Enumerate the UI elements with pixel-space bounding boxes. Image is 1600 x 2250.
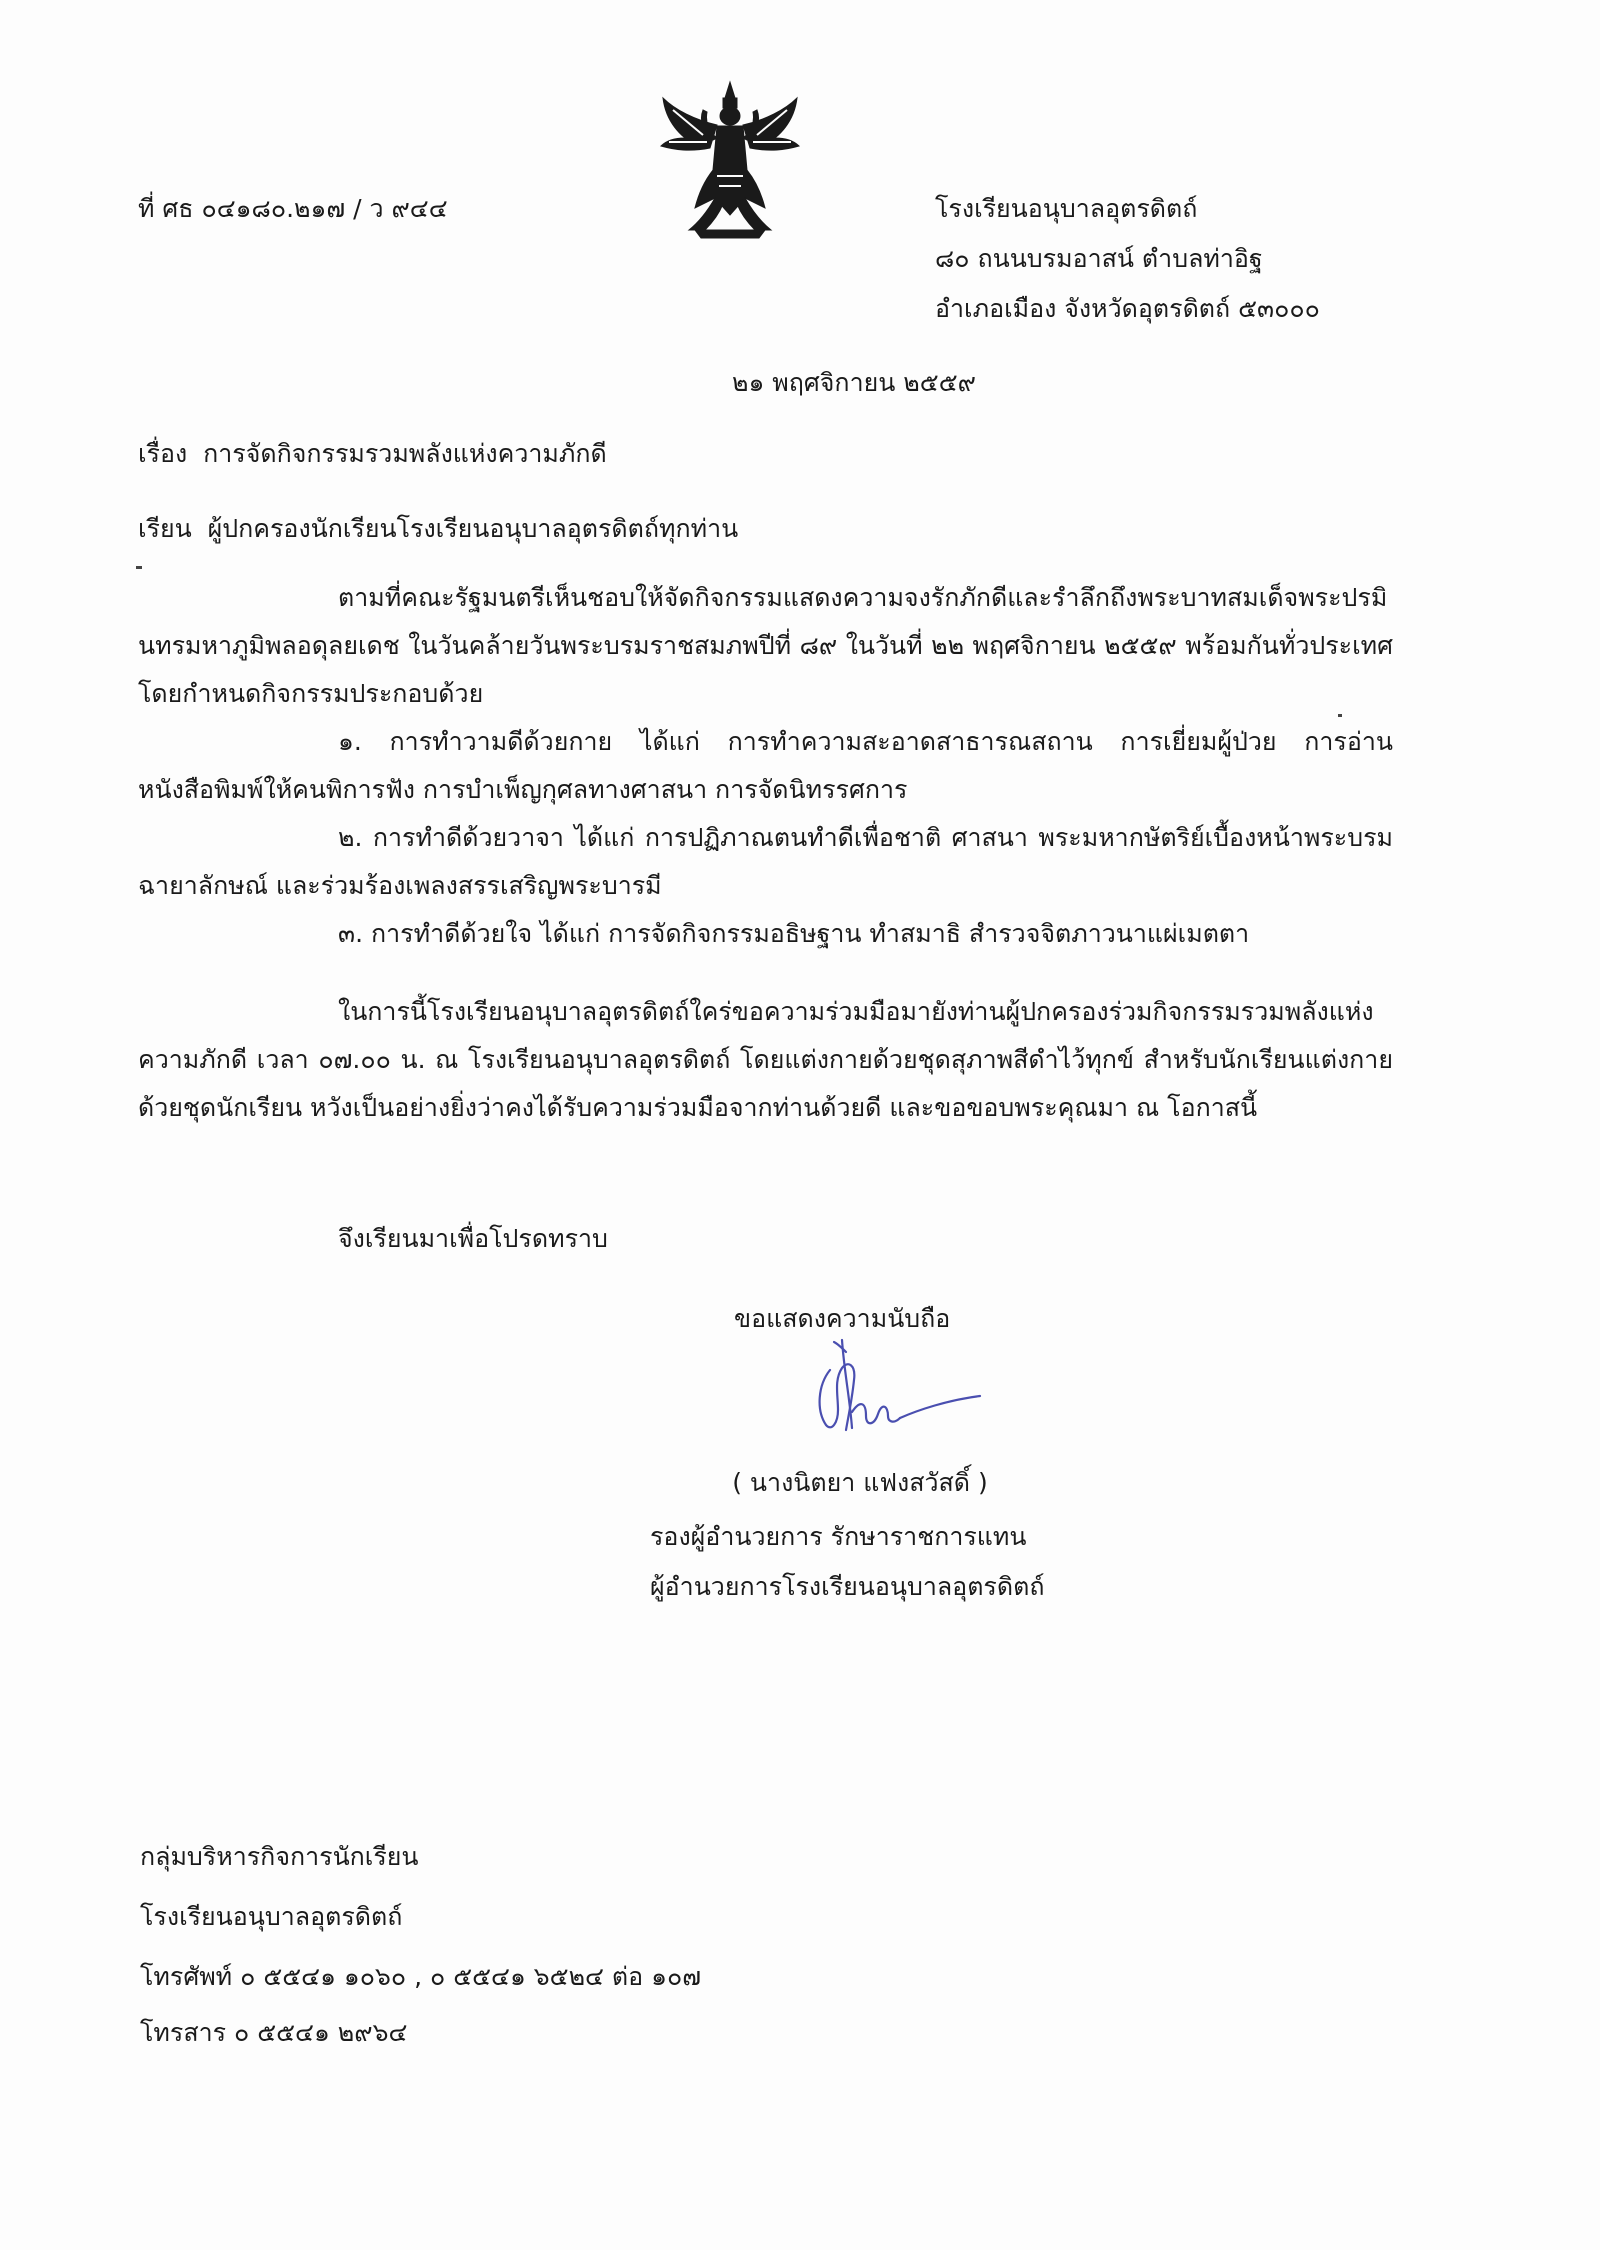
activity-item-3: ๓. การทำดีด้วยใจ ได้แก่ การจัดกิจกรรมอธิษฐาน ทำสมาธิ สำรวจจิตภาวนาแผ่เมตตา xyxy=(338,919,1250,948)
footer-department: กลุ่มบริหารกิจการนักเรียน xyxy=(140,1842,419,1871)
footer-school: โรงเรียนอนุบาลอุตรดิตถ์ xyxy=(140,1902,403,1931)
request-paragraph: ในการนี้โรงเรียนอนุบาลอุตรดิตถ์ใคร่ขอความร่วมมือมายังท่านผู้ปกครองร่วมกิจกรรมรวมพลังแห่งความภักดี เวลา ๐๗.๐๐ น. ณ โรงเรียนอนุบาลอุตรดิตถ์ โดยแต่งกายด้วยชุดสุภาพสีดำไว้ทุกข์ สำหรับนักเรียนแต่งกายด้วยชุดนักเรียน หวังเป็นอย่างยิ่งว่าคงได้รับความร่วมมือจากท่านด้วยดี และขอขอบพระคุณมา ณ โอกาสนี้ xyxy=(138,997,1393,1122)
letter-body xyxy=(138,574,1393,958)
subject-text: การจัดกิจกรรมรวมพลังแห่งความภักดี xyxy=(203,439,607,468)
signer-position-2: ผู้อำนวยการโรงเรียนอนุบาลอุตรดิตถ์ xyxy=(650,1572,1045,1601)
sender-address-line-2: ๘๐ ถนนบรมอาสน์ ตำบลท่าอิฐ xyxy=(935,244,1263,273)
footer-phone: โทรศัพท์ ๐ ๕๕๔๑ ๑๐๖๐ , ๐ ๕๕๔๑ ๖๕๒๔ ต่อ ๑๐๗ xyxy=(140,1962,702,1991)
garuda-emblem-icon xyxy=(655,80,805,240)
signer-position-1: รองผู้อำนวยการ รักษาราชการแทน xyxy=(650,1522,1027,1551)
activity-item-2: ๒. การทำดีด้วยวาจา ได้แก่ การปฏิภาณตนทำดีเพื่อชาติ ศาสนา พระมหากษัตริย์เบื้องหน้าพระบรมฉายาลักษณ์ และร่วมร้องเพลงสรรเสริญพระบารมี xyxy=(138,823,1393,900)
scan-mark xyxy=(1338,714,1342,717)
footer-fax: โทรสาร ๐ ๕๕๔๑ ๒๙๖๔ xyxy=(140,2018,408,2047)
activity-item-1: ๑. การทำวามดีด้วยกาย ได้แก่ การทำความสะอาดสาธารณสถาน การเยี่ยมผู้ป่วย การอ่านหนังสือพิมพ์ให้คนพิการฟัง การบำเพ็ญกุศลทางศาสนา การจัดนิทรรศการ xyxy=(138,727,1393,804)
closing-line: จึงเรียนมาเพื่อโปรดทราบ xyxy=(338,1224,608,1253)
request-block xyxy=(138,988,1393,1132)
letter-date: ๒๑ พฤศจิกายน ๒๕๕๙ xyxy=(732,368,976,397)
sender-address-line-1: โรงเรียนอนุบาลอุตรดิตถ์ xyxy=(935,194,1198,223)
subject-label: เรื่อง xyxy=(138,439,188,468)
signer-name: ( นางนิตยา แฟงสวัสดิ์ ) xyxy=(732,1468,988,1497)
intro-paragraph: ตามที่คณะรัฐมนตรีเห็นชอบให้จัดกิจกรรมแสดงความจงรักภักดีและรำลึกถึงพระบาทสมเด็จพระปรมินทรมหาภูมิพลอดุลยเดช ในวันคล้ายวันพระบรมราชสมภพปีที่ ๘๙ ในวันที่ ๒๒ พฤศจิกายน ๒๕๕๙ พร้อมกันทั่วประเทศ โดยกำหนดกิจกรรมประกอบด้วย xyxy=(138,583,1393,708)
subject-line xyxy=(138,437,607,471)
sender-address-line-3: อำเภอเมือง จังหวัดอุตรดิตถ์ ๕๓๐๐๐ xyxy=(935,294,1320,323)
recipient-line xyxy=(138,512,738,546)
scan-mark xyxy=(136,566,142,569)
recipient-label: เรียน xyxy=(138,514,192,543)
salutation: ขอแสดงความนับถือ xyxy=(734,1304,951,1333)
handwritten-signature xyxy=(808,1330,998,1450)
recipient-text: ผู้ปกครองนักเรียนโรงเรียนอนุบาลอุตรดิตถ์ทุกท่าน xyxy=(207,514,739,543)
reference-number: ที่ ศธ ๐๔๑๘๐.๒๑๗ / ว ๙๔๔ xyxy=(138,194,448,223)
